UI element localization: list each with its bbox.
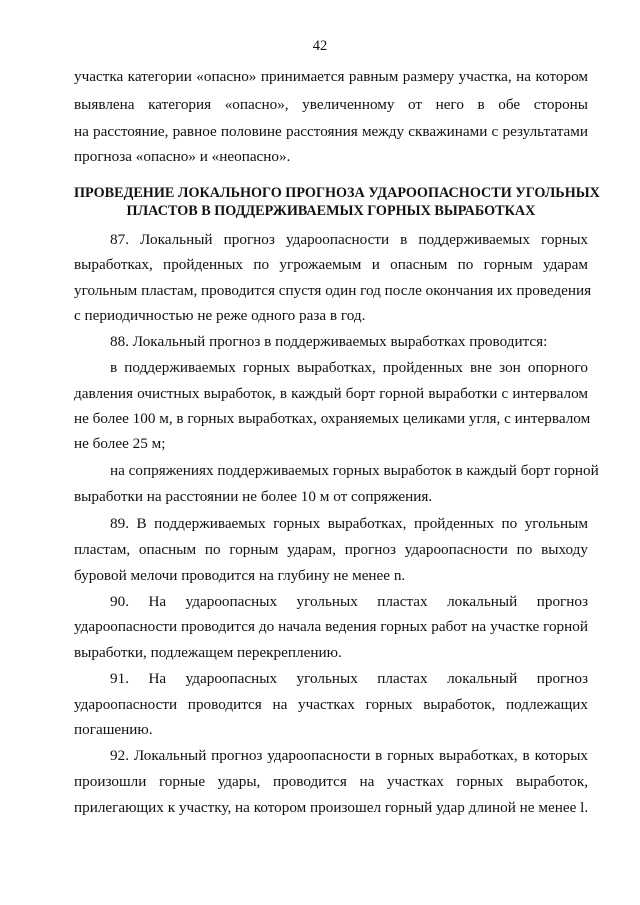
list-item-line: в поддерживаемых горных выработках, пройденных вне зон опорного — [110, 359, 588, 376]
text-line: удароопасности проводится на участках горных выработок, подлежащих — [74, 696, 588, 713]
section-heading-line-2: ПЛАСТОВ В ПОДДЕРЖИВАЕМЫХ ГОРНЫХ ВЫРАБОТКАХ — [126, 203, 536, 219]
paragraph-89-line: 89. В поддерживаемых горных выработках, пройденных по угольным — [110, 515, 588, 532]
section-heading-line-1: ПРОВЕДЕНИЕ ЛОКАЛЬНОГО ПРОГНОЗА УДАРООПАСНОСТИ УГОЛЬНЫХ — [74, 185, 600, 201]
text-line: погашению. — [74, 721, 153, 738]
text-line: не более 25 м; — [74, 435, 166, 452]
text-line: выработках, пройденных по угрожаемым и опасным по горным ударам — [74, 256, 588, 273]
text-line: не более 100 м, в горных выработках, охраняемых целиками угля, с интервалом — [74, 410, 591, 427]
text-line: участка категории «опасно» принимается равным размеру участка, на котором — [74, 68, 588, 85]
text-line: с периодичностью не реже одного раза в год. — [74, 307, 366, 324]
text-line: удароопасности проводится до начала ведения горных работ на участке горной — [74, 618, 588, 635]
text-line: прилегающих к участку, на котором произошел горный удар длиной не менее l. — [74, 799, 589, 816]
text-line: выработки, подлежащем перекреплению. — [74, 644, 342, 661]
text-line: произошли горные удары, проводится на участках горных выработок, — [74, 773, 588, 790]
paragraph-88-line: 88. Локальный прогноз в поддерживаемых выработках проводится: — [110, 333, 548, 350]
paragraph-90-line: 90. На удароопасных угольных пластах локальный прогноз — [110, 593, 588, 610]
text-line: выработки на расстоянии не более 10 м от сопряжения. — [74, 488, 433, 505]
page-number: 42 — [312, 38, 328, 54]
paragraph-92-line: 92. Локальный прогноз удароопасности в горных выработках, в которых — [110, 747, 588, 764]
text-line: давления очистных выработок, в каждый борт горной выработки с интервалом — [74, 385, 588, 402]
text-line: на расстояние, равное половине расстояния между скважинами с результатами — [74, 123, 588, 140]
list-item-line: на сопряжениях поддерживаемых горных выработок в каждый борт горной — [110, 462, 599, 479]
text-line: угольным пластам, проводится спустя один год после окончания их проведения — [74, 282, 592, 299]
text-line: выявлена категория «опасно», увеличенному от него в обе стороны — [74, 96, 588, 113]
paragraph-87-line: 87. Локальный прогноз удароопасности в поддерживаемых горных — [110, 231, 588, 248]
text-line: прогноза «опасно» и «неопасно». — [74, 148, 291, 165]
text-line: пластам, опасным по горным ударам, прогноз удароопасности по выходу — [74, 541, 588, 558]
text-line: буровой мелочи проводится на глубину не менее n. — [74, 567, 406, 584]
paragraph-91-line: 91. На удароопасных угольных пластах локальный прогноз — [110, 670, 588, 687]
